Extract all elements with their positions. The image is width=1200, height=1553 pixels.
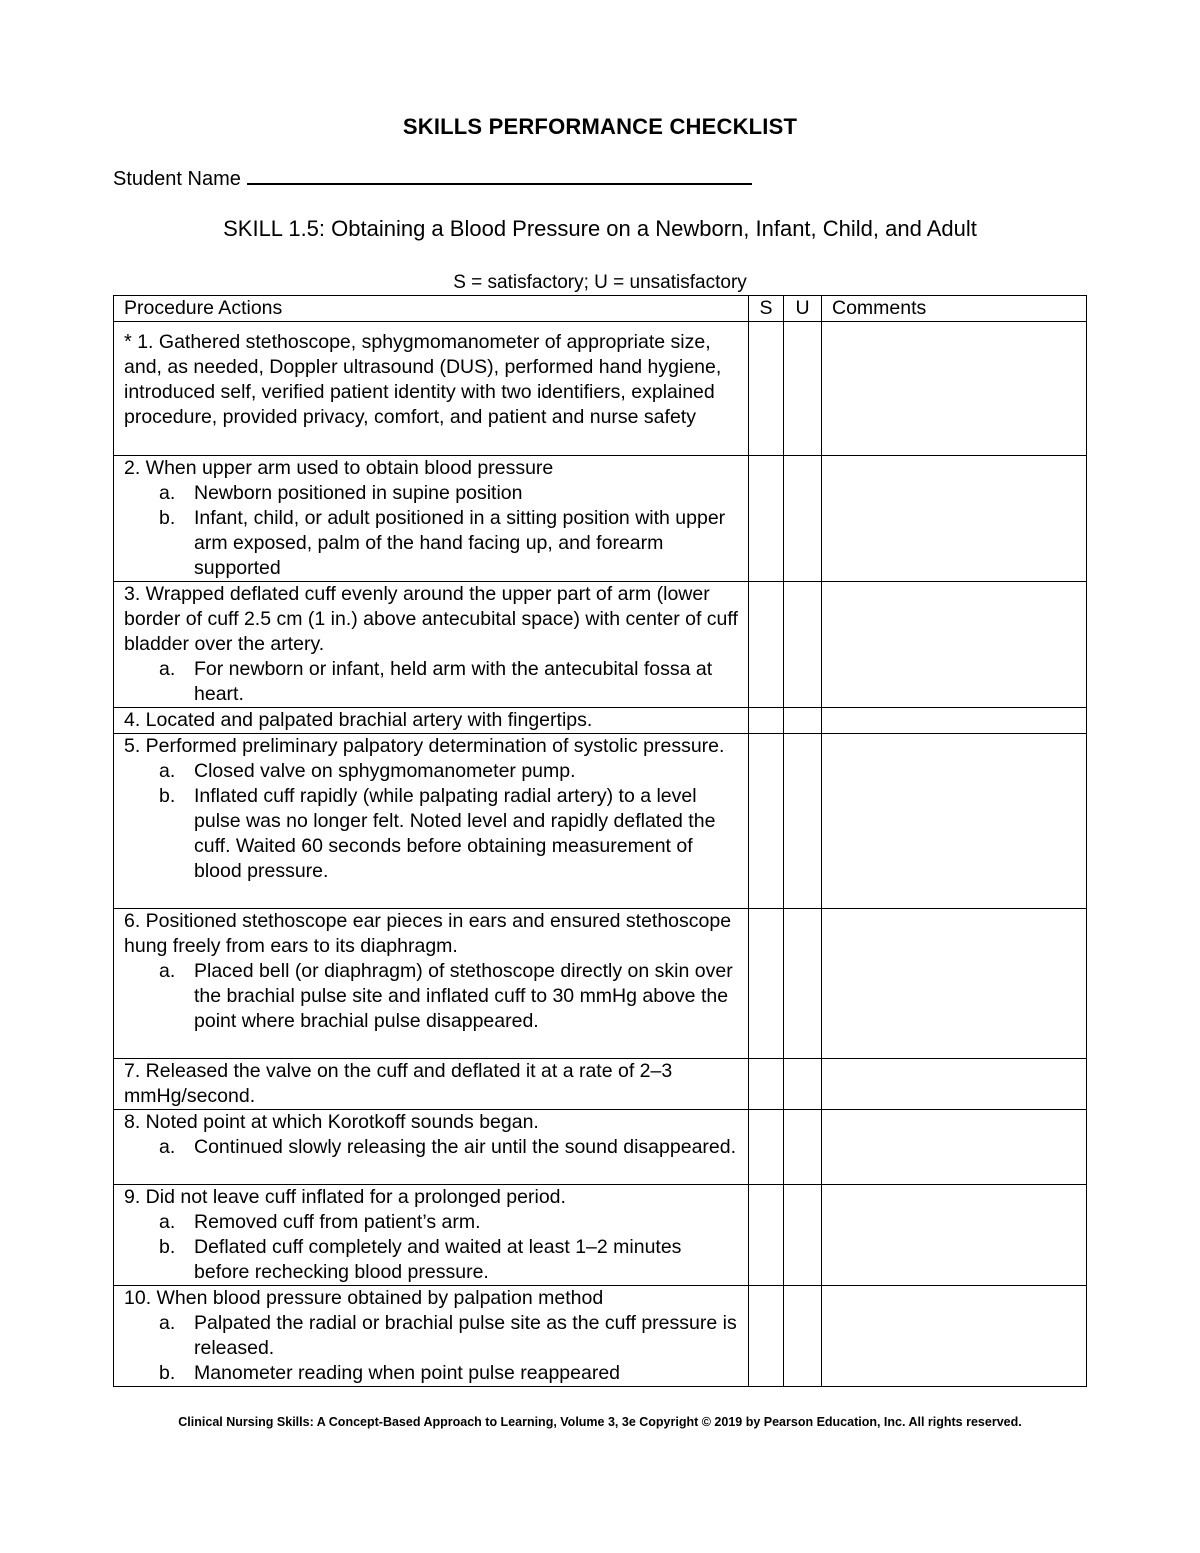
procedure-step [124, 582, 738, 657]
satisfactory-cell[interactable] [749, 582, 784, 708]
procedure-step-text: 7. Released the valve on the cuff and deflated it at a rate of 2–3 mmHg/second. [124, 1060, 673, 1107]
procedure-step-text: 9. Did not leave cuff inflated for a prolonged period. [124, 1186, 566, 1208]
satisfactory-cell[interactable] [749, 708, 784, 734]
substep-item [124, 784, 738, 884]
comments-cell[interactable] [822, 456, 1087, 582]
comments-cell[interactable] [822, 1286, 1087, 1387]
substep-item [124, 1311, 738, 1361]
comments-cell[interactable] [822, 582, 1087, 708]
unsatisfactory-cell[interactable] [784, 1110, 822, 1185]
substep-item [124, 959, 738, 1034]
substep-letter: b. [159, 507, 176, 529]
unsatisfactory-cell[interactable] [784, 1286, 822, 1387]
table-row [114, 1059, 1087, 1110]
header-procedure: Procedure Actions [114, 296, 749, 322]
substep-text: Infant, child, or adult positioned in a sitting position with upper arm exposed, palm of the hand facing up, and forearm supported [194, 507, 726, 579]
substep-text: For newborn or infant, held arm with the antecubital fossa at heart. [194, 658, 713, 705]
procedure-step-text: 6. Positioned stethoscope ear pieces in ears and ensured stethoscope hung freely from ears to its diaphragm. [124, 910, 732, 957]
substep-item [124, 1135, 738, 1160]
header-satisfactory: S [749, 296, 784, 322]
header-comments: Comments [822, 296, 1087, 322]
procedure-step [124, 456, 738, 481]
comments-cell[interactable] [822, 1110, 1087, 1185]
header-unsatisfactory: U [784, 296, 822, 322]
procedure-step [124, 909, 738, 959]
unsatisfactory-cell[interactable] [784, 322, 822, 456]
substep-letter: b. [159, 1236, 176, 1258]
table-row [114, 734, 1087, 909]
substep-item [124, 506, 738, 581]
procedure-step-text: 3. Wrapped deflated cuff evenly around the upper part of arm (lower border of cuff 2.5 cm (1 in.) above antecubital space) with center of cuff bladder over the artery. [124, 583, 738, 655]
substep-list [124, 759, 738, 884]
substep-text: Deflated cuff completely and waited at least 1–2 minutes before rechecking blood pressure. [194, 1236, 682, 1283]
checklist-table [113, 295, 1087, 1387]
satisfactory-cell[interactable] [749, 734, 784, 909]
procedure-cell [114, 1185, 749, 1286]
substep-letter: a. [159, 1211, 176, 1233]
procedure-step-text: 4. Located and palpated brachial artery with fingertips. [124, 709, 593, 731]
rating-legend: S = satisfactory; U = unsatisfactory [453, 272, 747, 293]
unsatisfactory-cell[interactable] [784, 1185, 822, 1286]
substep-letter: a. [159, 1312, 176, 1334]
procedure-step [124, 1185, 738, 1210]
comments-cell[interactable] [822, 909, 1087, 1059]
student-name-label: Student Name [113, 168, 241, 190]
satisfactory-cell[interactable] [749, 1286, 784, 1387]
substep-item [124, 1361, 738, 1386]
skill-title: SKILL 1.5: Obtaining a Blood Pressure on a Newborn, Infant, Child, and Adult [223, 216, 977, 241]
substep-list [124, 1311, 738, 1386]
substep-text: Removed cuff from patient’s arm. [194, 1211, 481, 1233]
unsatisfactory-cell[interactable] [784, 456, 822, 582]
substep-text: Newborn positioned in supine position [194, 482, 523, 504]
procedure-step [124, 330, 738, 430]
table-row [114, 1286, 1087, 1387]
procedure-cell [114, 322, 749, 456]
substep-list [124, 1135, 738, 1160]
substep-text: Closed valve on sphygmomanometer pump. [194, 760, 576, 782]
procedure-step [124, 734, 738, 759]
procedure-step [124, 1286, 738, 1311]
substep-letter: b. [159, 1362, 176, 1384]
satisfactory-cell[interactable] [749, 322, 784, 456]
procedure-cell [114, 708, 749, 734]
unsatisfactory-cell[interactable] [784, 1059, 822, 1110]
procedure-cell [114, 734, 749, 909]
comments-cell[interactable] [822, 734, 1087, 909]
student-name-field[interactable] [113, 165, 752, 191]
unsatisfactory-cell[interactable] [784, 734, 822, 909]
procedure-cell [114, 909, 749, 1059]
comments-cell[interactable] [822, 708, 1087, 734]
procedure-cell [114, 1110, 749, 1185]
table-row [114, 582, 1087, 708]
table-row [114, 456, 1087, 582]
table-row [114, 909, 1087, 1059]
comments-cell[interactable] [822, 1059, 1087, 1110]
substep-item [124, 481, 738, 506]
comments-cell[interactable] [822, 1185, 1087, 1286]
table-row [114, 1110, 1087, 1185]
satisfactory-cell[interactable] [749, 909, 784, 1059]
procedure-step [124, 708, 738, 733]
substep-list [124, 959, 738, 1034]
procedure-step-text: 2. When upper arm used to obtain blood pressure [124, 457, 554, 479]
procedure-cell [114, 1286, 749, 1387]
page-title: SKILLS PERFORMANCE CHECKLIST [402, 114, 798, 139]
procedure-step-text: 8. Noted point at which Korotkoff sounds began. [124, 1111, 539, 1133]
substep-text: Placed bell (or diaphragm) of stethoscope directly on skin over the brachial pulse site and inflated cuff to 30 mmHg above the point where brachial pulse disappeared. [194, 960, 733, 1032]
substep-letter: a. [159, 1136, 176, 1158]
table-row [114, 322, 1087, 456]
checklist-body [114, 322, 1087, 1387]
substep-item [124, 657, 738, 707]
substep-item [124, 1210, 738, 1235]
substep-text: Manometer reading when point pulse reappeared [194, 1362, 621, 1384]
substep-list [124, 657, 738, 707]
critical-step-marker: * [124, 331, 132, 353]
table-row [114, 1185, 1087, 1286]
substep-list [124, 1210, 738, 1285]
satisfactory-cell[interactable] [749, 1059, 784, 1110]
copyright-footer: Clinical Nursing Skills: A Concept-Based Approach to Learning, Volume 3, 3e Copyright © 2019 by Pearson Education, Inc. All rights reserved. [178, 1415, 1022, 1429]
satisfactory-cell[interactable] [749, 456, 784, 582]
substep-letter: a. [159, 482, 176, 504]
substep-text: Palpated the radial or brachial pulse site as the cuff pressure is released. [194, 1312, 737, 1359]
procedure-step [124, 1110, 738, 1135]
comments-cell[interactable] [822, 322, 1087, 456]
procedure-step [124, 1059, 738, 1109]
substep-list [124, 481, 738, 581]
procedure-step-text: 10. When blood pressure obtained by palpation method [124, 1287, 604, 1309]
unsatisfactory-cell[interactable] [784, 909, 822, 1059]
unsatisfactory-cell[interactable] [784, 582, 822, 708]
procedure-step-text: 5. Performed preliminary palpatory determination of systolic pressure. [124, 735, 725, 757]
substep-letter: a. [159, 760, 176, 782]
procedure-cell [114, 456, 749, 582]
substep-letter: a. [159, 658, 176, 680]
procedure-cell [114, 582, 749, 708]
substep-letter: b. [159, 785, 176, 807]
table-header-row [114, 296, 1087, 322]
substep-text: Inflated cuff rapidly (while palpating radial artery) to a level pulse was no longer felt. Noted level and rapidly deflated the cuff. Waited 60 seconds before obtaining measurement of blood pressure. [194, 785, 716, 882]
substep-item [124, 1235, 738, 1285]
student-name-line[interactable] [247, 165, 752, 185]
procedure-step-text: 1. Gathered stethoscope, sphygmomanometer of appropriate size, and, as needed, Doppler ultrasound (DUS), performed hand hygiene, introduced self, verified patient identity with two identifiers, explained procedure, provided privacy, comfort, and patient and nurse safety [124, 331, 722, 428]
substep-item [124, 759, 738, 784]
satisfactory-cell[interactable] [749, 1185, 784, 1286]
satisfactory-cell[interactable] [749, 1110, 784, 1185]
substep-text: Continued slowly releasing the air until the sound disappeared. [194, 1136, 737, 1158]
table-row [114, 708, 1087, 734]
procedure-cell [114, 1059, 749, 1110]
unsatisfactory-cell[interactable] [784, 708, 822, 734]
substep-letter: a. [159, 960, 176, 982]
